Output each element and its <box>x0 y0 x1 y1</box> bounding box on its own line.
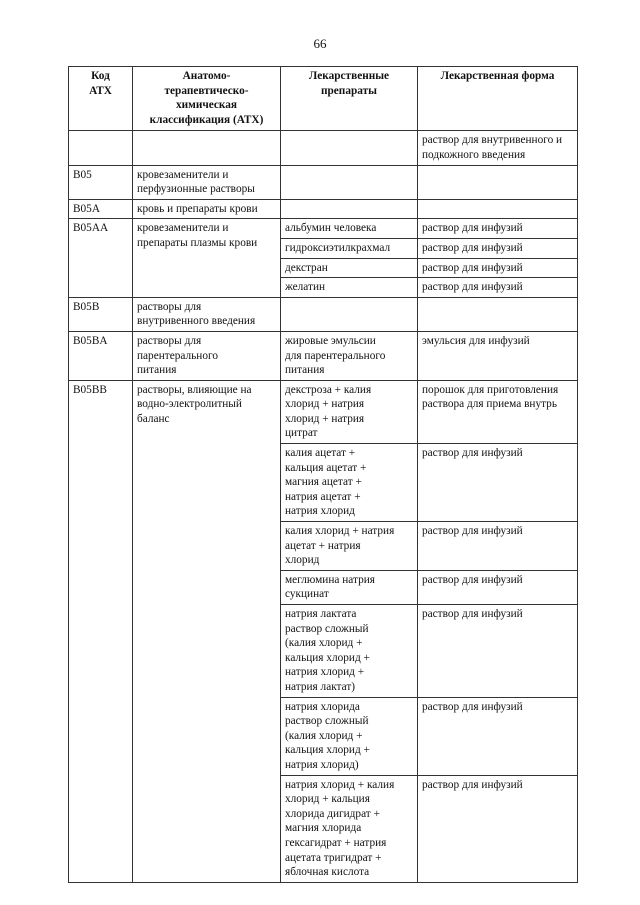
header-classification: Анатомо- терапевтическо- химическая классификация (АТХ) <box>133 67 281 131</box>
header-drugs: Лекарственные препараты <box>281 67 418 131</box>
table-row <box>69 219 578 239</box>
form-cell: раствор для инфузий <box>418 697 578 775</box>
drug-cell <box>281 165 418 199</box>
table-header-row <box>69 67 578 131</box>
form-cell: раствор для инфузий <box>418 522 578 571</box>
header-code: Код АТХ <box>69 67 133 131</box>
table-row <box>69 199 578 219</box>
classification-cell: растворы для внутривенного введения <box>133 297 281 331</box>
atx-table <box>68 66 578 883</box>
form-cell: раствор для инфузий <box>418 605 578 698</box>
drug-cell: альбумин человека <box>281 219 418 239</box>
drug-cell <box>281 199 418 219</box>
form-cell: раствор для инфузий <box>418 775 578 882</box>
code-cell <box>69 131 133 165</box>
drug-cell: натрия лактата раствор сложный (калия хлорид + кальция хлорид + натрия хлорид + натрия лактат) <box>281 605 418 698</box>
drug-cell <box>281 131 418 165</box>
classification-cell: растворы, влияющие на водно-электролитный баланс <box>133 380 281 882</box>
classification-cell: кровезаменители и перфузионные растворы <box>133 165 281 199</box>
form-cell: раствор для инфузий <box>418 570 578 604</box>
drug-cell <box>281 297 418 331</box>
form-cell: эмульсия для инфузий <box>418 331 578 380</box>
form-cell <box>418 297 578 331</box>
form-cell: раствор для инфузий <box>418 444 578 522</box>
code-cell: B05BA <box>69 331 133 380</box>
drug-cell: калия ацетат + кальция ацетат + магния ацетат + натрия ацетат + натрия хлорид <box>281 444 418 522</box>
code-cell: B05AA <box>69 219 133 297</box>
form-cell: раствор для инфузий <box>418 278 578 298</box>
code-cell: B05 <box>69 165 133 199</box>
header-form: Лекарственная форма <box>418 67 578 131</box>
drug-cell: меглюмина натрия сукцинат <box>281 570 418 604</box>
table-row <box>69 297 578 331</box>
table-row <box>69 131 578 165</box>
table-row <box>69 331 578 380</box>
form-cell: раствор для инфузий <box>418 258 578 278</box>
drug-cell: натрия хлорида раствор сложный (калия хлорид + кальция хлорид + натрия хлорид) <box>281 697 418 775</box>
page-number: 66 <box>313 36 327 51</box>
form-cell: раствор для инфузий <box>418 238 578 258</box>
form-cell: раствор для внутривенного и подкожного введения <box>418 131 578 165</box>
form-cell: порошок для приготовления раствора для приема внутрь <box>418 380 578 443</box>
classification-cell <box>133 131 281 165</box>
table-row <box>69 380 578 443</box>
drug-cell: декстроза + калия хлорид + натрия хлорид + натрия цитрат <box>281 380 418 443</box>
classification-cell: растворы для парентерального питания <box>133 331 281 380</box>
drug-cell: натрия хлорид + калия хлорид + кальция хлорида дигидрат + магния хлорида гексагидрат + натрия ацетата тригидрат + яблочная кислота <box>281 775 418 882</box>
table-row <box>69 165 578 199</box>
drug-cell: декстран <box>281 258 418 278</box>
classification-cell: кровь и препараты крови <box>133 199 281 219</box>
form-cell: раствор для инфузий <box>418 219 578 239</box>
classification-cell: кровезаменители и препараты плазмы крови <box>133 219 281 297</box>
code-cell: B05A <box>69 199 133 219</box>
drug-cell: желатин <box>281 278 418 298</box>
drug-cell: гидроксиэтилкрахмал <box>281 238 418 258</box>
drug-cell: калия хлорид + натрия ацетат + натрия хлорид <box>281 522 418 571</box>
form-cell <box>418 165 578 199</box>
drug-cell: жировые эмульсии для парентерального питания <box>281 331 418 380</box>
code-cell: B05BB <box>69 380 133 882</box>
code-cell: B05B <box>69 297 133 331</box>
form-cell <box>418 199 578 219</box>
